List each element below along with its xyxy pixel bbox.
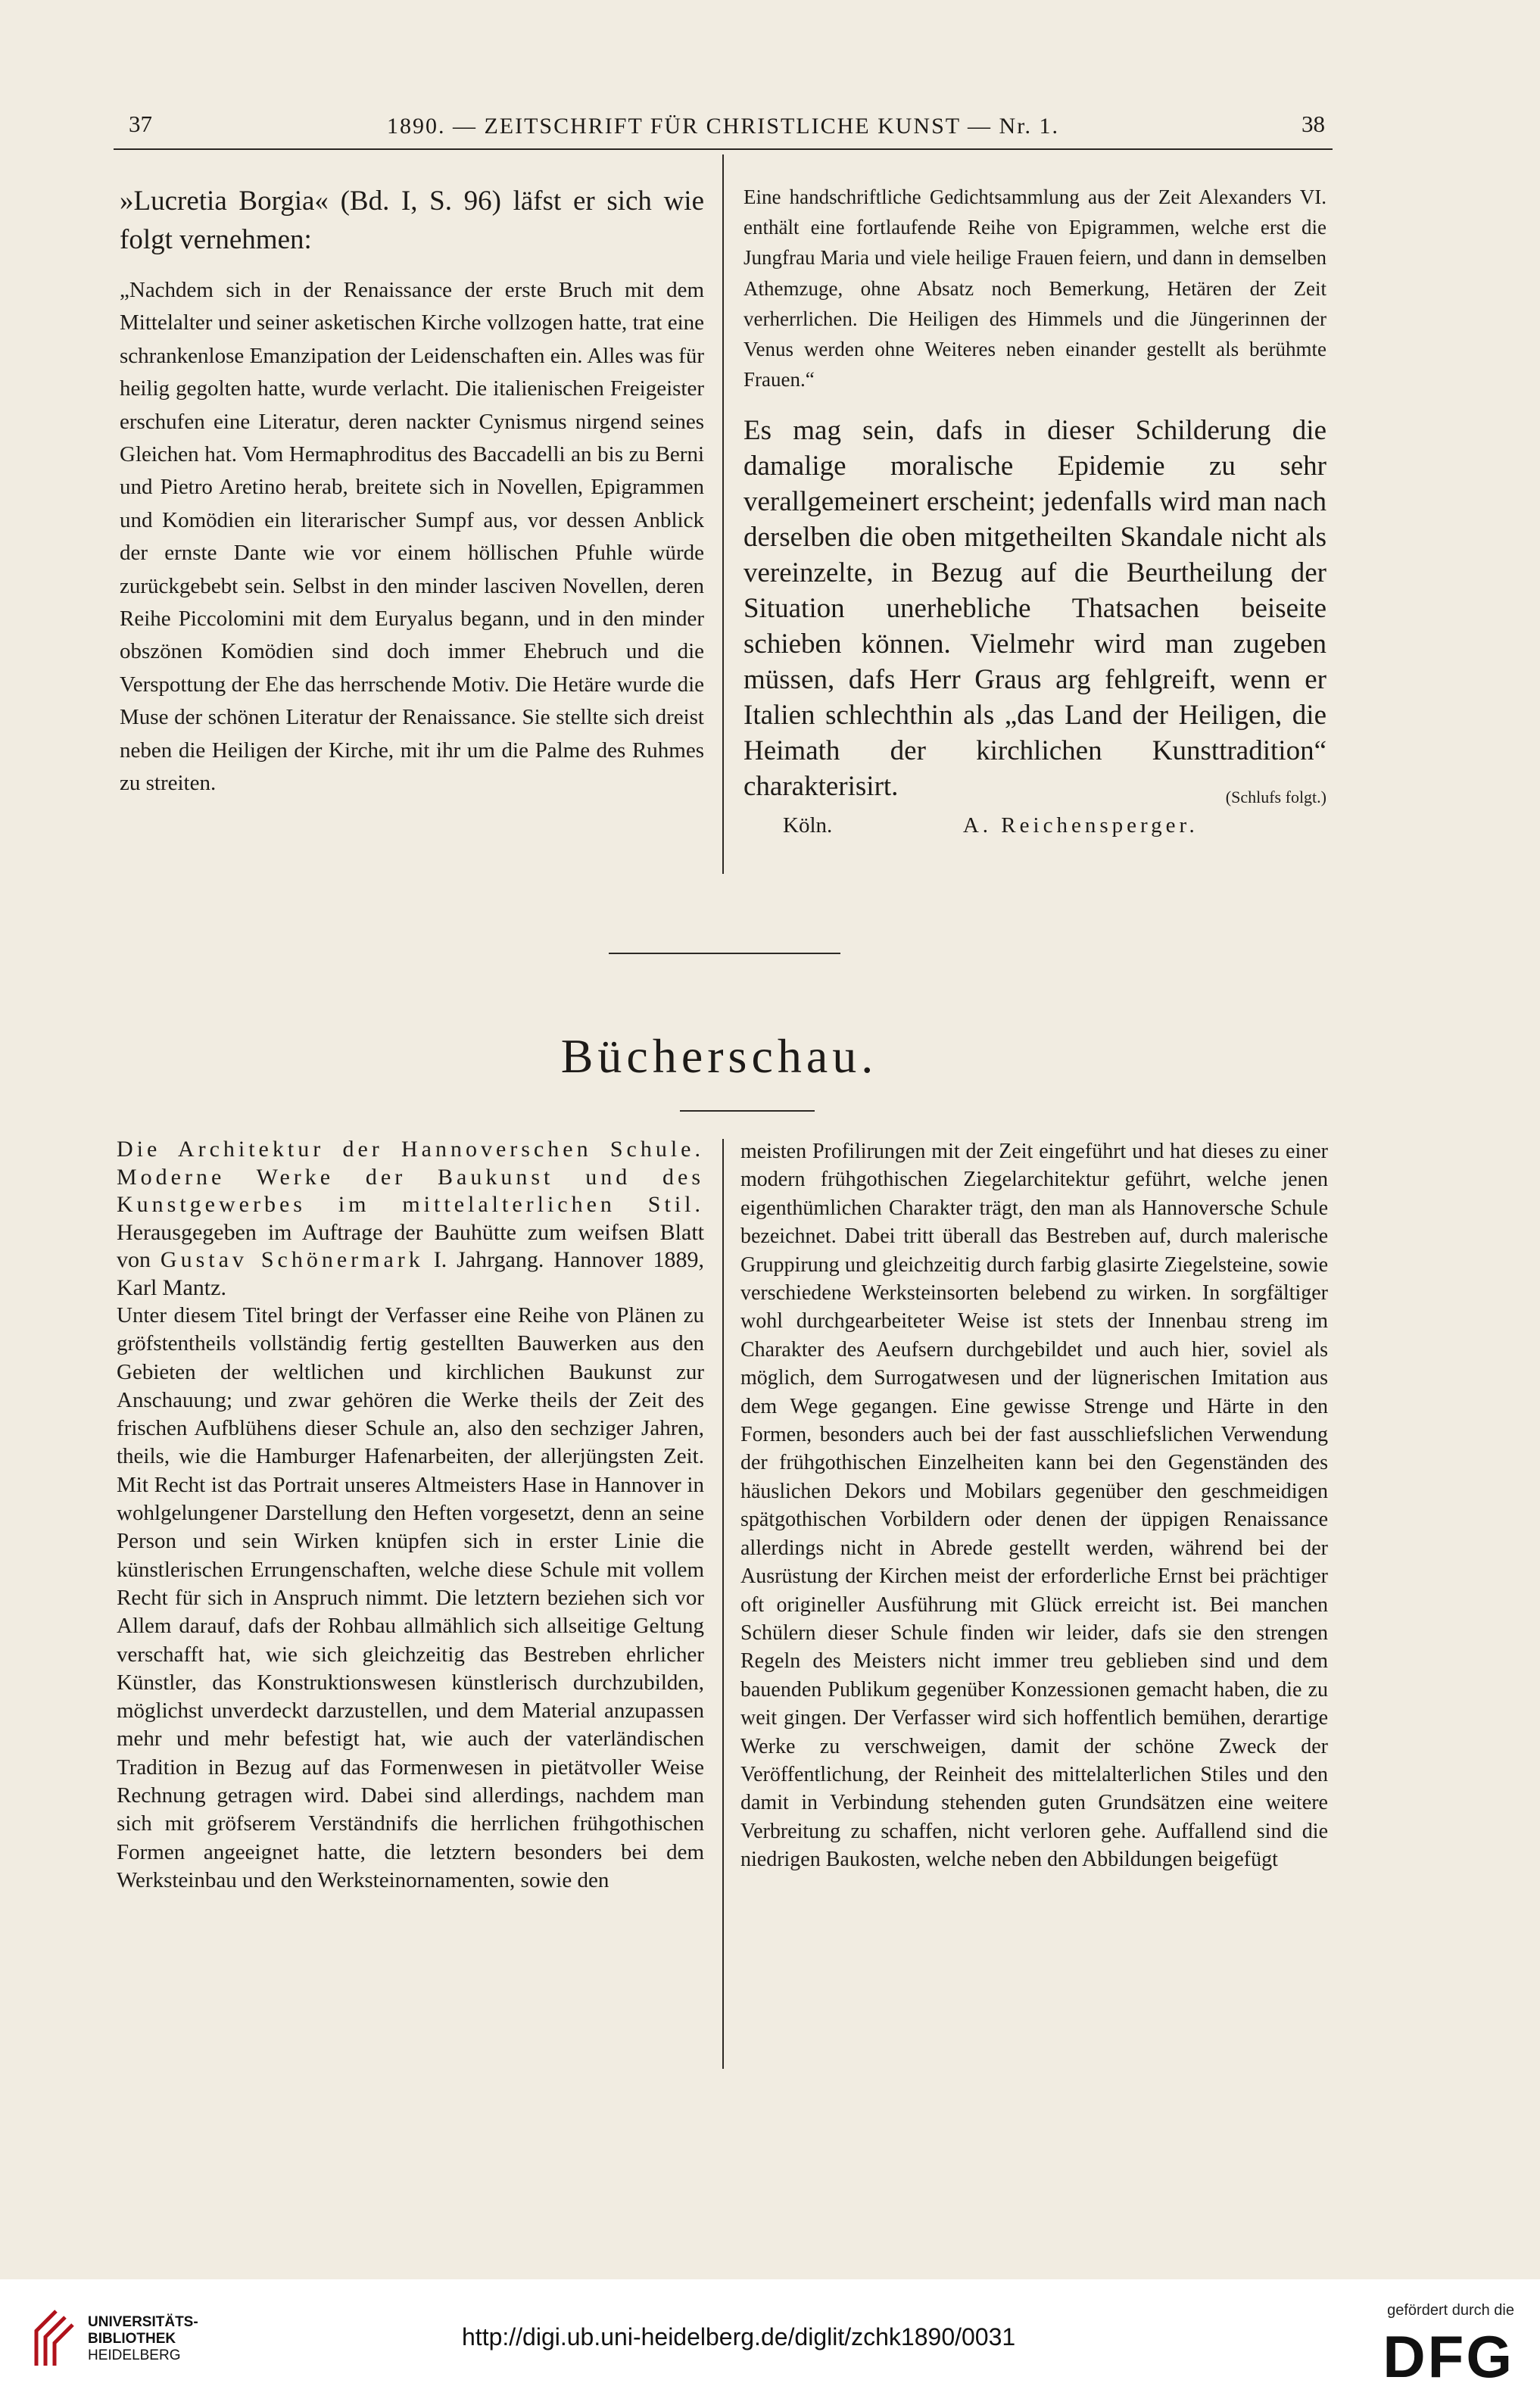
journal-title: 1890. — ZEITSCHRIFT FÜR CHRISTLICHE KUNST — Nr. 1. <box>386 114 1060 139</box>
page-number-right: 38 <box>1302 111 1325 137</box>
review-publisher: Herausgegeben im Auftrage der Bauhütte zum weifsen Blatt von <box>117 1219 704 1272</box>
article-intro: »Lucretia Borgia« (Bd. I, S. 96) läfst er sich wie folgt vernehmen: <box>120 186 704 255</box>
column-rule-top <box>722 154 724 874</box>
column-rule-bottom <box>722 1139 724 2069</box>
review-right-column <box>740 1137 1328 1874</box>
article-right-column <box>744 182 1326 838</box>
section-title: Bücherschau. <box>560 1029 878 1083</box>
review-edition: I. Jahrgang. Hannover 1889, Karl Mantz. <box>117 1247 704 1300</box>
running-head <box>114 106 1333 150</box>
library-line-3: HEIDELBERG <box>88 2347 181 2363</box>
dfg-logo: DFG <box>1383 2323 1514 2390</box>
signature <box>744 813 1226 838</box>
signature-city: Köln. <box>783 813 833 838</box>
title-underline <box>680 1110 815 1112</box>
section-separator <box>609 953 840 954</box>
review-left-column <box>117 1136 704 1895</box>
article-left-column <box>120 182 704 800</box>
quote-right: Eine handschriftliche Gedichtsammlung aus der Zeit Alexanders VI. enthält eine fortlaufende Reihe von Epigrammen, welche erst die Jungfrau Maria und viele heilige Frauen feiern, und dann in demselben Athemzuge, ohne Absatz noch Bemerkung, Hetären der Zeit verherrlichen. Die Heiligen des Himmels und die Jüngerinnen der Venus werden ohne Weiteres neben einander gestellt als berühmte Frauen.“ <box>744 186 1326 391</box>
review-book-title: Die Architektur der Hannoverschen Schule. Moderne Werke der Baukunst und des Kunstgewerbes im mittelalterlichen Stil. <box>117 1137 704 1217</box>
review-body-right: meisten Profilirungen mit der Zeit eingeführt und hat dieses zu einer modern frühgothischen Ziegelarchitektur geführt, welche jenen eigenthümlichen Charakter trägt, den man als Hannoversche Schule bezeichnet. Dabei tritt überall das Bestreben auf, durch malerische Gruppirung und gleichzeitig durch farbig glasirte Ziegelsteine, sowie verschiedene Werksteinsorten belebend zu wirken. In sorgfältiger wohl durchgearbeiteter Weise ist stets der Innenbau streng im Charakter des Aeufsern durchgebildet und auch hier, soviel als möglich, dem Surrogatwesen und der lügnerischen Imitation aus dem Wege gegangen. Eine gewisse Strenge und Härte in den Formen, besonders auch bei der fast ausschliefslichen Verwendung der frühgothischen Einzelheiten kann bei den Gegenständen des häuslichen Dekors und Mobilars gegenüber den geschmeidigen spätgothischen Vorbildern oder denen der üppigen Renaissance allerdings nicht in Abrede gestellt werden, während bei der Ausrüstung der Kirchen meist der erforderliche Ernst bei prächtiger oft origineller Ausführung mit Glück erreicht ist. Bei manchen Schülern dieser Schule finden wir leider, dafs sie den strengen Regeln des Meisters nicht immer treu geblieben sind und dem bauenden Publikum gegenüber Konzessionen gemacht haben, die zu weit gingen. Der Verfasser wird sich hoffentlich bemühen, derartige Werke zu verschweigen, damit der schöne Zweck der Veröffentlichung, der Reinheit des mittelalterlichen Stiles und den damit in Verbindung stehenden guten Grundsätzen eine weitere Verbreitung zu schaffen, nicht verloren gehe. Auffallend sind die niedrigen Baukosten, welche neben den Abbildungen beigefügt <box>740 1140 1328 1872</box>
continued-note: (Schlufs folgt.) <box>1225 788 1326 807</box>
article-body-text: Es mag sein, dafs in dieser Schilderung die damalige moralische Epidemie zu sehr verallgemeinert erscheint; jedenfalls wird man nach derselben die oben mitgetheilten Skandale nicht als vereinzelte, in Bezug auf die Beurtheilung der Situation unerhebliche Thatsachen beiseite schieben können. Vielmehr wird man zugeben müssen, dafs Herr Graus arg fehlgreift, wenn er Italien schlechthin als „das Land der Heiligen, die Heimath der kirchlichen Kunsttradition“ charakterisirt. <box>744 415 1326 803</box>
review-editor: Gustav Schönermark <box>160 1247 424 1272</box>
signature-author: A. Reichensperger. <box>962 813 1199 838</box>
article-body <box>744 413 1326 807</box>
library-line-1: UNIVERSITÄTS- <box>88 2314 198 2330</box>
page-number-left: 37 <box>129 111 152 137</box>
review-body-left: Unter diesem Titel bringt der Verfasser eine Reihe von Plänen zu gröfstentheils vollständig fertig gestellten Bauwerken aus den Gebieten der weltlichen und kirchlichen Baukunst zur Anschauung; und zwar gehören die Werke theils der Zeit des frischen Aufblühens dieser Schule an, also den sechziger Jahren, theils, wie die Hamburger Hafenarbeiten, der allerjüngsten Zeit. Mit Recht ist das Portrait unseres Altmeisters Hase in Hannover in wohlgelungener Darstellung den Heften vorgesetzt, denn an seine Person und sein Wirken knüpfen sich in erster Linie die künstlerischen Errungenschaften, welche diese Schule mit vollem Recht für sich in Anspruch nimmt. Die letztern beziehen sich vor Allem darauf, dafs der Rohbau allmählich sich allseitige Geltung verschafft hat, wie sich gleichzeitig das Bestreben ehrlicher Künstler, das Konstruktionswesen künstlerisch durchzubilden, möglichst unverdeckt darzustellen, und dem Material anzupassen mehr und mehr befestigt hat, wie auch der vaterländischen Tradition in Bezug auf das Formenwesen in pietätvoller Weise Rechnung getragen wird. Dabei sind allerdings, nachdem man sich mit gröfserem Verständnifs die herrlichen frühgothischen Formen angeeignet hatte, die letztern besonders bei dem Werksteinbau und den Werksteinornamenten, sowie den <box>117 1303 704 1892</box>
review-bibliography <box>117 1136 704 1302</box>
permalink[interactable]: http://digi.ub.uni-heidelberg.de/diglit/zchk1890/0031 <box>462 2323 1016 2351</box>
library-line-2: BIBLIOTHEK <box>88 2331 176 2347</box>
ub-heidelberg-logo-icon <box>30 2307 76 2370</box>
library-name <box>88 2314 198 2364</box>
funding-note: gefördert durch die <box>1387 2302 1514 2319</box>
footer-bar <box>0 2279 1540 2402</box>
quote-left: „Nachdem sich in der Renaissance der erste Bruch mit dem Mittelalter und seiner asketischen Kirche vollzogen hatte, trat eine schrankenlose Emanzipation der Leidenschaften ein. Alles was für heilig gegolten hatte, wurde verlacht. Die italienischen Freigeister erschufen eine Literatur, deren nackter Cynismus nirgend seines Gleichen hat. Vom Hermaphroditus des Baccadelli an bis zu Berni und Pietro Aretino herab, breitete sich in Novellen, Epigrammen und Komödien ein literarischer Sumpf aus, vor dessen Anblick der ernste Dante wie vor einem höllischen Pfuhle würde zurückgebebt sein. Selbst in den minder lasciven Novellen, deren Reihe Piccolomini mit dem Euryalus begann, und in den minder obszönen Komödien sind doch immer Ehebruch und die Verspottung der Ehe das herrschende Motiv. Die Hetäre wurde die Muse der schönen Literatur der Renaissance. Sie stellte sich dreist neben die Heiligen der Kirche, mit ihr um die Palme des Ruhmes zu streiten. <box>120 278 704 796</box>
